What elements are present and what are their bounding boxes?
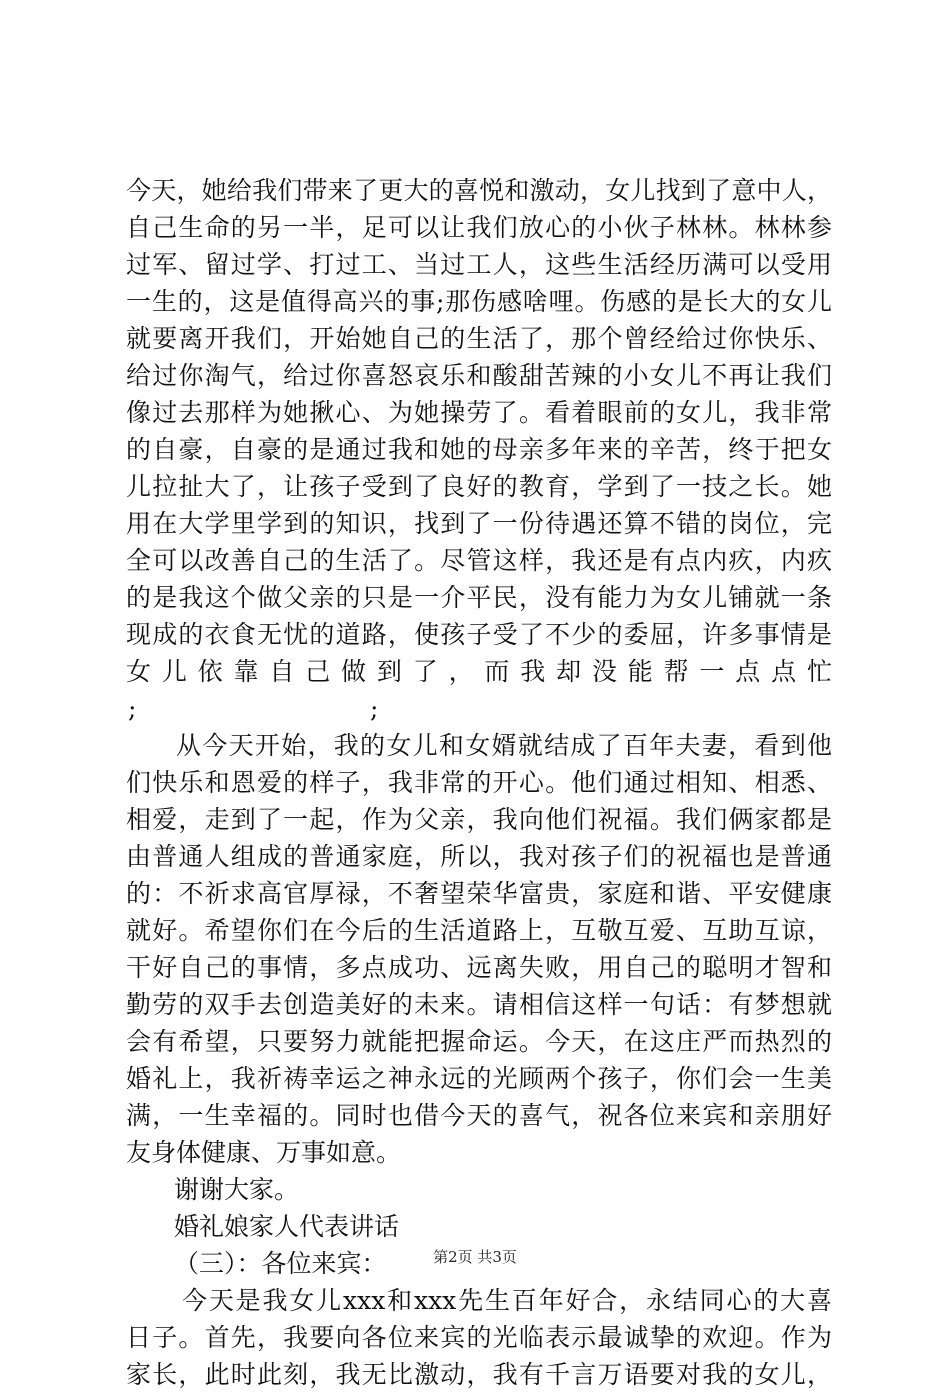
text-line: 家长，此时此刻，我无比激动，我有千言万语要对我的女儿， [126, 1360, 832, 1389]
paragraph-first-line: 从今天开始，我的女儿和女婿就结成了百年夫妻，看到他 [176, 731, 832, 760]
section-heading: 婚礼娘家人代表讲话 [174, 1212, 400, 1241]
text-line: 勤劳的双手去创造美好的未来。请相信这样一句话：有梦想就 [126, 990, 832, 1019]
text-line: 由普通人组成的普通家庭，所以，我对孩子们的祝福也是普通 [126, 842, 832, 871]
text-line: 儿拉扯大了，让孩子受到了良好的教育，学到了一技之长。她 [126, 472, 832, 501]
text-line: 现成的衣食无忧的道路，使孩子受了不少的委屈，许多事情是 [126, 620, 832, 649]
text-line: 像过去那样为她揪心、为她操劳了。看着眼前的女儿，我非常 [126, 398, 832, 427]
text-line: 的：不祈求高官厚禄，不奢望荣华富贵，家庭和谐、平安健康 [126, 879, 832, 908]
document-body [126, 172, 832, 1393]
text-line: 就好。希望你们在今后的生活道路上，互敬互爱、互助互谅， [126, 916, 832, 945]
text-line: 过军、留过学、打过工、当过工人，这些生活经历满可以受用 [126, 250, 832, 279]
text-line: 全可以改善自己的生活了。尽管这样，我还是有点内疚，内疚 [126, 546, 832, 575]
text-line: 的自豪，自豪的是通过我和她的母亲多年来的辛苦，终于把女 [126, 435, 832, 464]
text-line: 一生的，这是值得高兴的事;那伤感啥哩。伤感的是长大的女儿 [126, 287, 832, 316]
text-line: 满，一生幸福的。同时也借今天的喜气，祝各位来宾和亲朋好 [126, 1101, 832, 1130]
text-line: 婚礼上，我祈祷幸运之神永远的光顾两个孩子，你们会一生美 [126, 1064, 832, 1093]
text-line: 用在大学里学到的知识，找到了一份待遇还算不错的岗位，完 [126, 509, 832, 538]
text-line: 相爱，走到了一起，作为父亲，我向他们祝福。我们俩家都是 [126, 805, 832, 834]
text-line: 自己生命的另一半，足可以让我们放心的小伙子林林。林林参 [126, 213, 832, 242]
text-line: 的是我这个做父亲的只是一介平民，没有能力为女儿铺就一条 [126, 583, 832, 612]
text-line: 今天，她给我们带来了更大的喜悦和激动，女儿找到了意中人， [126, 176, 832, 205]
text-line: 干好自己的事情，多点成功、远离失败，用自己的聪明才智和 [126, 953, 832, 982]
thanks-line: 谢谢大家。 [174, 1175, 300, 1204]
semicolon-mark: ; [128, 694, 137, 723]
paragraph-first-line: 今天是我女儿xxx和xxx先生百年好合，永结同心的大喜 [182, 1286, 832, 1315]
text-line: 日子。首先，我要向各位来宾的光临表示最诚挚的欢迎。作为 [126, 1323, 832, 1352]
text-line: 们快乐和恩爱的样子，我非常的开心。他们通过相知、相悉、 [126, 768, 832, 797]
salutation-line: （三）：各位来宾： [174, 1249, 387, 1278]
semicolon-line [126, 690, 832, 727]
text-line: 会有希望，只要努力就能把握命运。今天，在这庄严而热烈的 [126, 1027, 832, 1056]
page-footer: 第2页 共3页 [433, 1248, 517, 1266]
text-line: 就要离开我们，开始她自己的生活了，那个曾经给过你快乐、 [126, 324, 832, 353]
text-line: 给过你淘气，给过你喜怒哀乐和酸甜苦辣的小女儿不再让我们 [126, 361, 832, 390]
semicolon-mark: ; [370, 694, 379, 723]
text-line: 女儿依靠自己做到了，而我却没能帮一点点忙 [126, 657, 832, 686]
text-line: 友身体健康、万事如意。 [126, 1138, 402, 1167]
